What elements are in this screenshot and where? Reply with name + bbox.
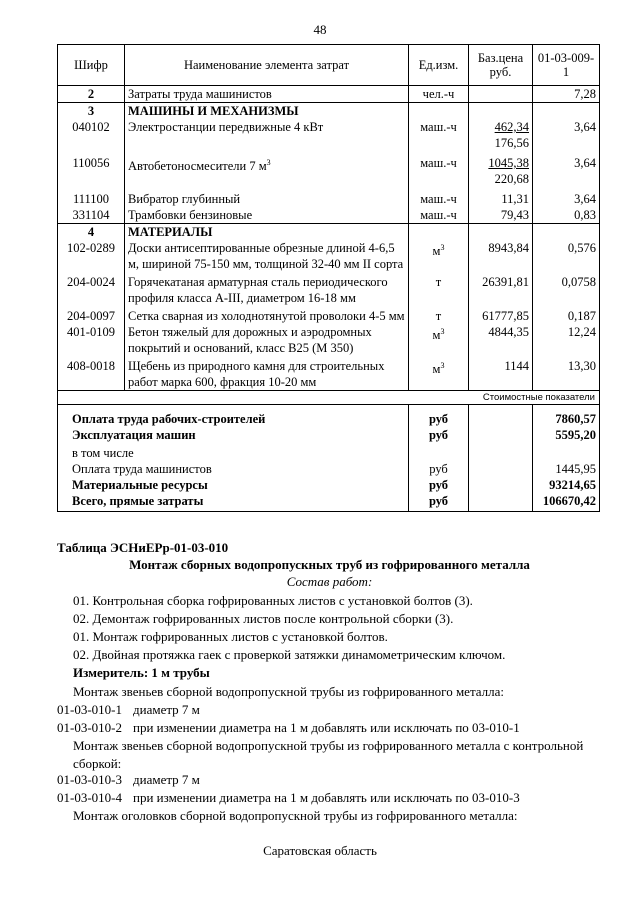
page-footer: Саратовская область — [263, 843, 377, 858]
paragraph: Монтаж звеньев сборной водопропускной трубы из гофрированного металла: — [73, 684, 505, 699]
page-number: 48 — [313, 22, 327, 37]
paragraph: Монтаж звеньев сборной водопропускной трубы из гофрированного металла с контрольной сборкой: — [73, 738, 584, 771]
code-line: 01-03-010-2 при изменении диаметра на 1 м добавлять или исключать по 03-010-1 — [57, 720, 520, 735]
paragraph: Монтаж оголовков сборной водопропускной трубы из гофрированного металла: — [73, 808, 518, 823]
table-row: 040102 Электростанции передвижные 4 кВт маш.-ч 462,34 176,56 3,64 — [58, 119, 600, 151]
table-row: 102-0289 Доски антисептированные обрезные длиной 4-6,5 м, шириной 75-150 мм, толщиной 32-40 мм II сорта $м^3$ 8943,84 0,576 — [58, 240, 600, 272]
table-row: 2 Затраты труда машинистов чел.-ч 7,28 — [58, 86, 600, 103]
measure-unit: Измеритель: 1 м трубы — [73, 665, 210, 680]
work-item: 02. Демонтаж гофрированных листов после контрольной сборки (3). — [73, 611, 454, 626]
summary-row: Оплата труда рабочих-строителей руб 7860,57 — [58, 405, 600, 428]
table-row: 204-0097 Сетка сварная из холоднотянутой проволоки 4-5 мм т 61777,85 0,187 — [58, 306, 600, 324]
summary-row: Всего, прямые затраты руб 106670,42 — [58, 493, 600, 512]
work-item: 02. Двойная протяжка гаек с проверкой затяжки динамометрическим ключом. — [73, 647, 506, 662]
indicators-row: Стоимостные показатели — [58, 391, 600, 405]
code-line: 01-03-010-4 при изменении диаметра на 1 м добавлять или исключать по 03-010-3 — [57, 790, 520, 805]
summary-row: Оплата труда машинистов руб 1445,95 — [58, 461, 600, 477]
header-code: Шифр — [58, 45, 125, 86]
table-row: 111100 Вибратор глубинный маш.-ч 11,31 3,64 — [58, 187, 600, 207]
summary-row: в том числе — [58, 443, 600, 461]
header-unit: Ед.изм. — [409, 45, 469, 86]
table-header-row — [58, 45, 600, 86]
section-subtitle: Состав работ: — [286, 574, 373, 589]
header-price: Баз.цена руб. — [469, 45, 533, 86]
resource-table — [57, 44, 600, 512]
header-norm: 01-03-009-1 — [533, 45, 600, 86]
code-line: 01-03-010-1 диаметр 7 м — [57, 702, 200, 717]
code-line: 01-03-010-3 диаметр 7 м — [57, 772, 200, 787]
table-row: 204-0024 Горячекатаная арматурная сталь периодического профиля класса А-III, диаметром 16-18 мм т 26391,81 0,0758 — [58, 272, 600, 306]
summary-row: Эксплуатация машин руб 5595,20 — [58, 427, 600, 443]
summary-row: Материальные ресурсы руб 93214,65 — [58, 477, 600, 493]
table-caption: Таблица ЭСНиЕРр-01-03-010 — [57, 540, 229, 555]
table-row: 401-0109 Бетон тяжелый для дорожных и аэродромных покрытий и оснований, класс В25 (М 350) $м^3$ 4844,35 12,24 — [58, 324, 600, 356]
table-row: 331104 Трамбовки бензиновые маш.-ч 79,43 0,83 — [58, 207, 600, 224]
section-row-materials: 4 МАТЕРИАЛЫ — [58, 224, 600, 241]
work-item: 01. Контрольная сборка гофрированных листов с установкой болтов (3). — [73, 593, 473, 608]
table-row: 408-0018 Щебень из природного камня для строительных работ марка 600, фракция 10-20 мм $м^3$ 1144 13,30 — [58, 356, 600, 391]
table-row: 110056 Автобетоносмесители 7 $м^3$ маш.-ч 1045,38 220,68 3,64 — [58, 151, 600, 187]
work-item: 01. Монтаж гофрированных листов с установкой болтов. — [73, 629, 388, 644]
header-name: Наименование элемента затрат — [125, 45, 409, 86]
section-row-machines: 3 МАШИНЫ И МЕХАНИЗМЫ — [58, 103, 600, 120]
section-title: Монтаж сборных водопропускных труб из гофрированного металла — [129, 557, 530, 572]
